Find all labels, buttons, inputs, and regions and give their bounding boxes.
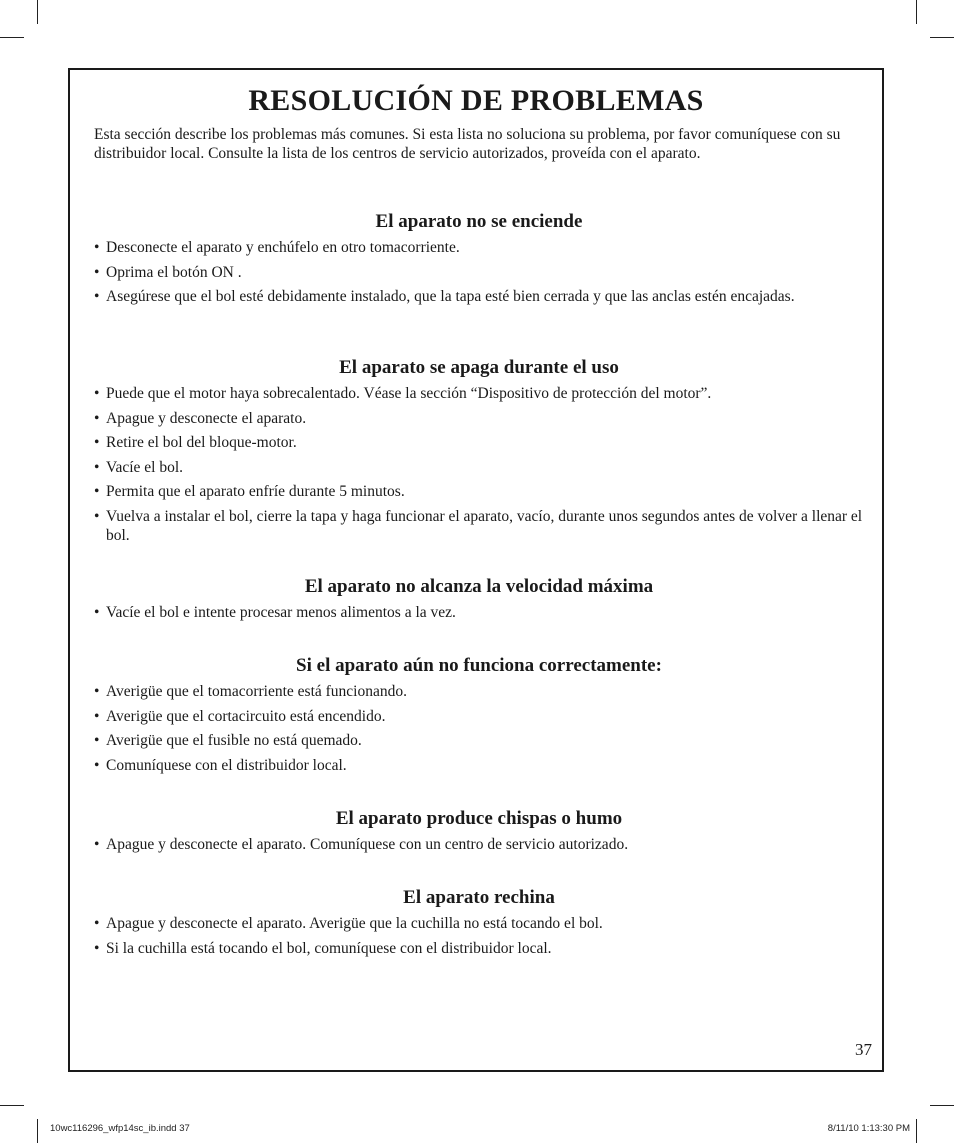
section-not-turning-on [94,211,864,312]
bullet-list [94,238,864,306]
bullet-list [94,384,864,545]
list-item: • Oprima el botón ON . [94,263,864,282]
section-heading: Si el aparato aún no funciona correctamente: [296,655,662,676]
print-timestamp: 8/11/10 1:13:30 PM [827,1123,910,1134]
list-item: • Averigüe que el tomacorriente está funcionando. [94,682,864,701]
list-item: • Apague y desconecte el aparato. Averigüe que la cuchilla no está tocando el bol. [94,914,864,933]
list-item: • Vacíe el bol e intente procesar menos alimentos a la vez. [94,603,864,622]
section-shuts-off [94,357,864,550]
page-frame [68,68,884,1072]
section-heading: El aparato no se enciende [375,211,583,232]
crop-mark [916,1119,917,1143]
list-item: • Desconecte el aparato y enchúfelo en otro tomacorriente. [94,238,864,257]
list-item: • Si la cuchilla está tocando el bol, comuníquese con el distribuidor local. [94,939,864,958]
list-item: • Averigüe que el cortacircuito está encendido. [94,707,864,726]
bullet-list [94,914,864,958]
bullet-list [94,603,864,622]
page-title: RESOLUCIÓN DE PROBLEMAS [248,84,704,117]
list-item: • Apague y desconecte el aparato. Comuníquese con un centro de servicio autorizado. [94,835,864,854]
list-item: • Permita que el aparato enfríe durante 5 minutos. [94,482,864,501]
crop-mark [930,37,954,38]
section-sparks-smoke [94,808,864,860]
crop-mark [0,1105,24,1106]
section-heading: El aparato no alcanza la velocidad máxima [304,576,654,597]
section-heading: El aparato rechina [403,887,555,908]
crop-mark [930,1105,954,1106]
list-item: • Retire el bol del bloque-motor. [94,433,864,452]
section-heading: El aparato se apaga durante el uso [339,357,619,378]
page-number: 37 [855,1040,872,1059]
section-max-speed [94,576,864,628]
section-heading: El aparato produce chispas o humo [335,808,623,829]
crop-mark [916,0,917,24]
list-item: • Vuelva a instalar el bol, cierre la tapa y haga funcionar el aparato, vacío, durante unos segundos antes de volver a llenar el bol. [94,507,864,545]
file-slug: 10wc116296_wfp14sc_ib.indd 37 [50,1123,190,1134]
intro-paragraph: Esta sección describe los problemas más comunes. Si esta lista no soluciona su problema, por favor comuníquese con su distribuidor local. Consulte la lista de los centros de servicio autorizados, proveída con el aparato. [94,126,841,162]
bullet-list [94,835,864,854]
list-item: • Averigüe que el fusible no está quemado. [94,731,864,750]
list-item: • Asegúrese que el bol esté debidamente instalado, que la tapa esté bien cerrada y que las anclas estén encajadas. [94,287,864,306]
section-squeaks [94,887,864,963]
list-item: • Puede que el motor haya sobrecalentado. Véase la sección “Dispositivo de protección del motor”. [94,384,864,403]
bullet-list [94,682,864,775]
list-item: • Comuníquese con el distribuidor local. [94,756,864,775]
crop-mark [0,37,24,38]
crop-mark [37,1119,38,1143]
list-item: • Vacíe el bol. [94,458,864,477]
crop-mark [37,0,38,24]
list-item: • Apague y desconecte el aparato. [94,409,864,428]
section-still-not-working [94,655,864,780]
